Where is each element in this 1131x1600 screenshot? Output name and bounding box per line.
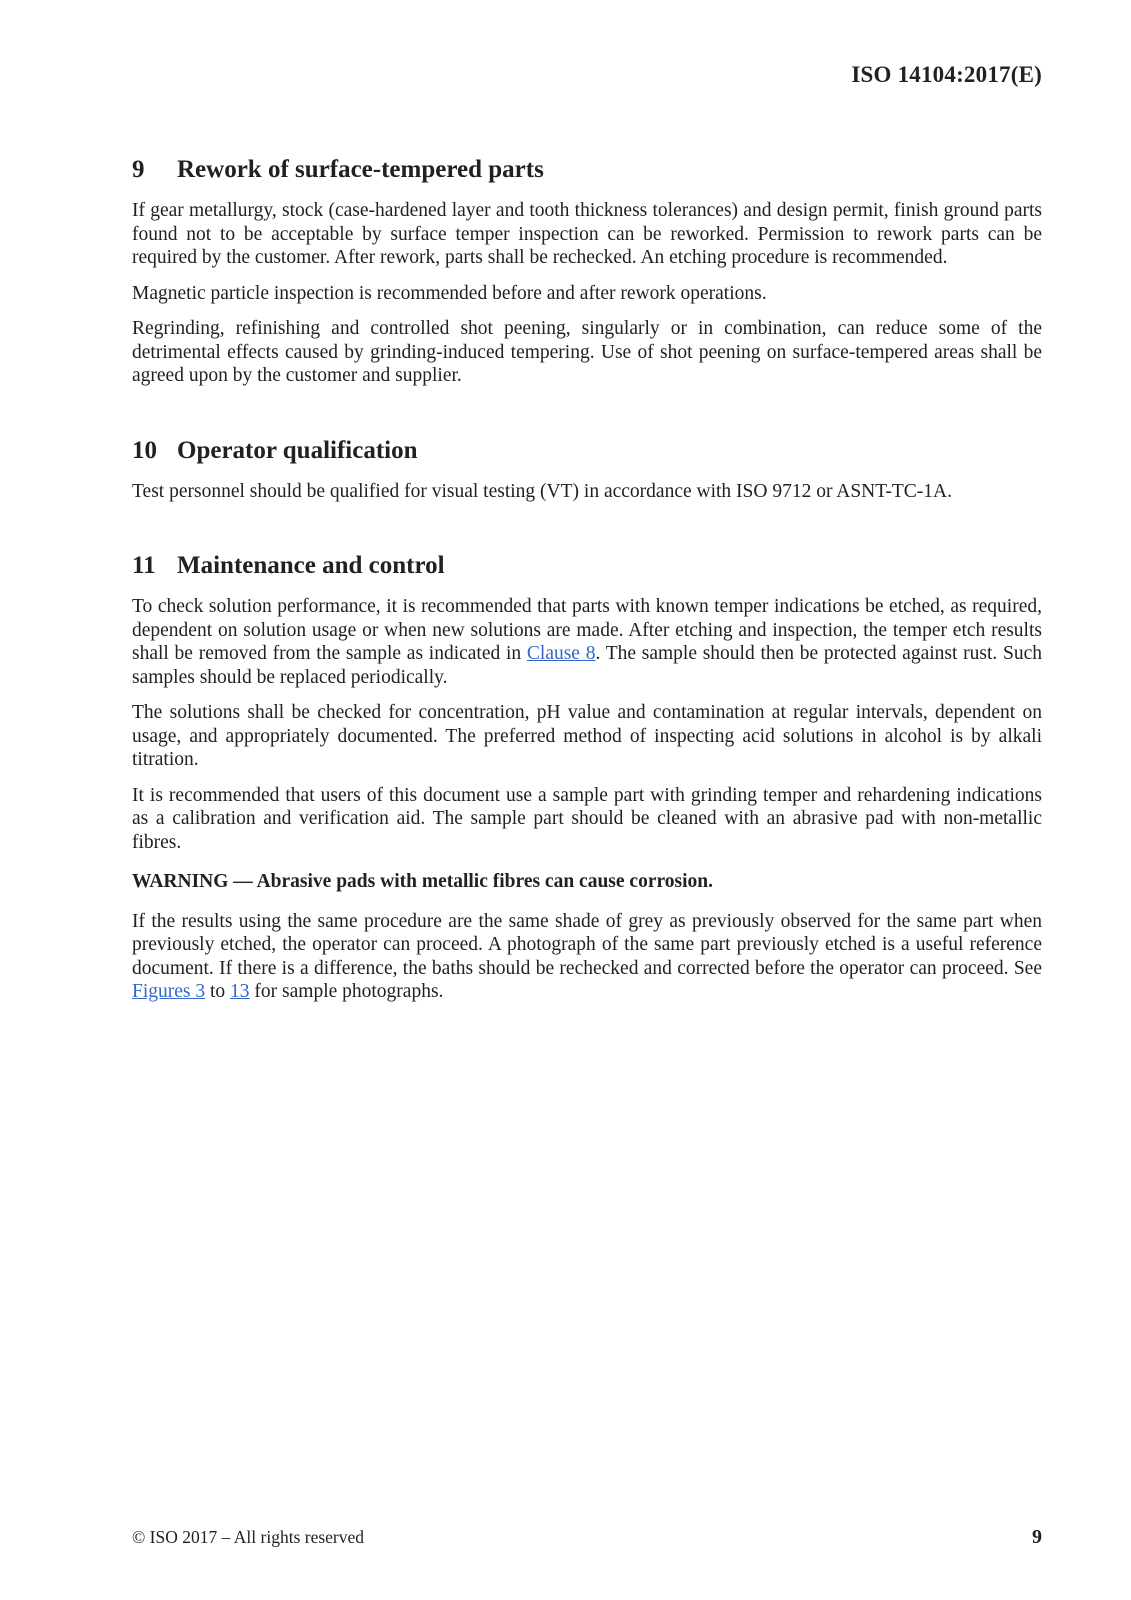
paragraph: Regrinding, refinishing and controlled shot peening, singularly or in combination, can reduce some of the detrimental effects caused by grinding-induced tempering. Use of shot peening on surface-tempered areas shall be agreed upon by the customer and supplier. xyxy=(132,318,1042,386)
section-9-heading xyxy=(132,155,1042,185)
figure-13-link[interactable]: 13 xyxy=(230,981,250,1002)
paragraph-text: To check solution performance, it is recommended that parts with known temper indications be etched, as required, dependent on solution usage or when new solutions are made. After etching and inspection, the temper etch results shall be removed from the sample as indicated in xyxy=(132,596,1042,664)
section-9-title: Rework of surface-tempered parts xyxy=(177,156,544,183)
warning-text: WARNING — Abrasive pads with metallic fibres can cause corrosion. xyxy=(132,871,714,892)
section-11-number: 11 xyxy=(132,552,156,579)
page-footer xyxy=(132,1526,1042,1549)
document-id-header: ISO 14104:2017(E) xyxy=(851,62,1042,87)
paragraph: If gear metallurgy, stock (case-hardened layer and tooth thickness tolerances) and design permit, finish ground parts found not to be acceptable by surface temper inspection can be reworked. Permission to rework parts can be required by the customer. After rework, parts shall be rechecked. An etching procedure is recommended. xyxy=(132,200,1042,268)
figures-3-link[interactable]: Figures 3 xyxy=(132,981,206,1002)
footer-copyright: © ISO 2017 – All rights reserved xyxy=(132,1527,365,1547)
paragraph xyxy=(132,910,1042,1004)
section-10-title: Operator qualification xyxy=(177,436,418,464)
page-content xyxy=(132,145,1042,1004)
paragraph-text: If the results using the same procedure are the same shade of grey as previously observed for the same part when previously etched, the operator can proceed. A photograph of the same part previously etched is a useful reference document. If there is a difference, the baths should be rechecked and corrected before the operator can proceed. See xyxy=(132,910,1042,979)
paragraph: Magnetic particle inspection is recommended before and after rework operations. xyxy=(132,282,767,304)
paragraph: The solutions shall be checked for concentration, pH value and contamination at regular intervals, dependent on usage, and appropriately documented. The preferred method of inspecting acid solutions in alcohol is by alkali titration. xyxy=(132,702,1042,770)
paragraph-text: . The sample should then be protected against rust. Such samples should be replaced periodically. xyxy=(132,643,1042,688)
section-11-title: Maintenance and control xyxy=(177,552,445,579)
paragraph-text: for sample photographs. xyxy=(249,981,444,1002)
paragraph: It is recommended that users of this document use a sample part with grinding temper and rehardening indications as a calibration and verification aid. The sample part should be cleaned with an abrasive pad with non-metallic fibres. xyxy=(132,784,1042,853)
paragraph-text: to xyxy=(205,981,231,1002)
section-9-number: 9 xyxy=(132,156,145,183)
section-10-heading xyxy=(132,436,1042,466)
paragraph: Test personnel should be qualified for visual testing (VT) in accordance with ISO 9712 or ASNT-TC-1A. xyxy=(132,480,952,502)
section-10-number: 10 xyxy=(132,436,157,464)
section-11-heading xyxy=(132,551,1042,581)
footer-page-number: 9 xyxy=(1032,1526,1042,1548)
clause-8-link[interactable]: Clause 8 xyxy=(526,643,596,664)
paragraph xyxy=(132,595,1042,689)
